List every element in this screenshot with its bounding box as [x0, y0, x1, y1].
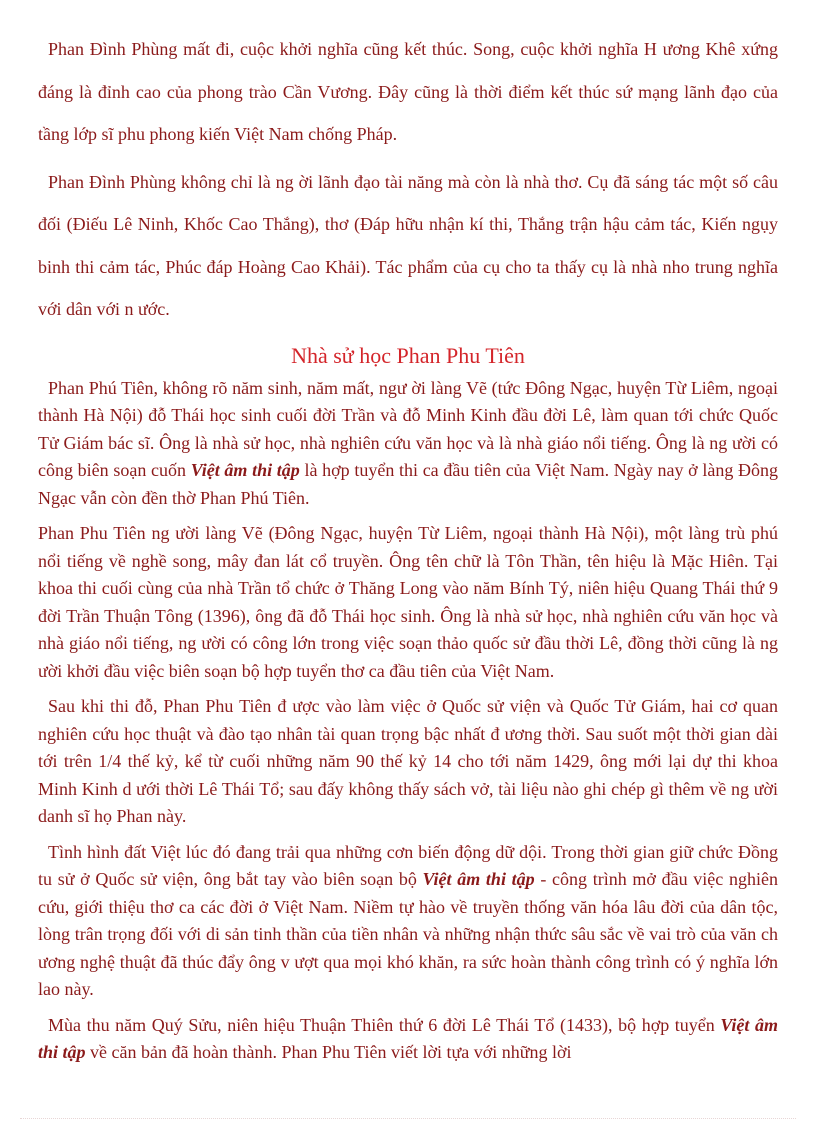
- paragraph-phan-dinh-phung-poet: Phan Đình Phùng không chỉ là ng ời lãnh đạo tài năng mà còn là nhà thơ. Cụ đã sáng tác một số câu đối (Điếu Lê Ninh, Khốc Cao Thắng), thơ (Đáp hữu nhận kí thi, Thắng trận hậu cảm tác, Kiến ngụy binh thi cảm tác, Phúc đáp Hoàng Cao Khải). Tác phẩm của cụ cho ta thấy cụ là nhà nho trung nghĩa với dân với n ước.: [38, 171, 778, 319]
- text-run: là hợp tuyển thi ca đầu tiên của Việt Nam. Ngày nay ở làng Đông Ngạc vẫn còn đền thờ Phan Phú Tiên.: [38, 460, 779, 508]
- paragraph-career: Sau khi thi đỗ, Phan Phu Tiên đ ược vào làm việc ở Quốc sử viện và Quốc Tử Giám, hai cơ quan nghiên cứu học thuật và đào tạo nhân tài quan trọng bậc nhất đ ương thời. Sau suốt một thời gian dài tới trên 1/4 thế kỷ, kể từ cuối những năm 90 thế kỷ 14 cho tới năm 1429, ông mới lại dự thi khoa Minh Kinh d ưới thời Lê Thái Tổ; sau đấy không thấy sách vở, tài liệu nào ghi chép gì thêm về ng ười danh sĩ họ Phan này.: [38, 696, 778, 826]
- text-run: Tình hình đất Việt lúc đó đang trải qua những cơn biến động dữ dội. Trong thời gian giữ chức Đồng tu sử ở Quốc sử viện, ông bắt tay vào biên soạn bộ: [38, 841, 778, 889]
- page-bottom-divider: [20, 1118, 796, 1119]
- paragraph-phan-dinh-phung-end: Phan Đình Phùng mất đi, cuộc khởi nghĩa cũng kết thúc. Song, cuộc khởi nghĩa H ương Khê xứng đáng là đỉnh cao của phong trào Cần Vương. Đây cũng là thời điểm kết thúc sứ mạng lãnh đạo của tầng lớp sĩ phu phong kiến Việt Nam chống Pháp.: [38, 39, 778, 144]
- paragraph-compilation: [38, 839, 778, 1004]
- book-title: Việt âm thi tập: [190, 460, 300, 480]
- paragraph-intro: [38, 375, 778, 513]
- book-title: Việt âm thi tập: [38, 1014, 778, 1062]
- paragraph-biography: Phan Phu Tiên ng ười làng Vẽ (Đông Ngạc, huyện Từ Liêm, ngoại thành Hà Nội), một làng trù phú nổi tiếng về nghề song, mây đan lát cổ truyền. Ông tên chữ là Tôn Thần, tên hiệu là Mặc Hiên. Tại khoa thi cuối cùng của nhà Trần tổ chức ở Thăng Long vào năm Bính Tý, niên hiệu Quang Thái thứ 9 đời Trần Thuận Tông (1396), ông đã đỗ Thái học sinh. Ông là nhà sử học, nhà nghiên cứu văn học và nhà giáo nổi tiếng, ng ười có công lớn trong việc soạn thảo quốc sử đầu thời Lê, đồng thời cũng là ng ười khởi đầu việc biên soạn bộ hợp tuyển thơ ca đầu tiên của Việt Nam.: [38, 523, 778, 681]
- text-run: về căn bản đã hoàn thành. Phan Phu Tiên viết lời tựa với những lời: [85, 1042, 572, 1062]
- text-run: Phan Phú Tiên, không rõ năm sinh, năm mất, ngư ời làng Vẽ (tức Đông Ngạc, huyện Từ Liêm, ngoại thành Hà Nội) đỗ Thái học sinh cuối đời Trần và đỗ Minh Kinh đầu đời Lê, làm quan tới chức Quốc Tử Giám bác sĩ. Ông là nhà sử học, nhà nghiên cứu văn học và là nhà giáo nổi tiếng. Ông là ng ười có công biên soạn cuốn: [38, 377, 778, 480]
- text-run: - công trình mở đầu việc nghiên cứu, giới thiệu thơ ca các đời ở Việt Nam. Niềm tự hào về truyền thống văn hóa lâu đời của dân tộc, lòng trân trọng đối với di sản tinh thần của tiền nhân và những nhận thức sâu sắc về vai trò của văn ch ương nghệ thuật đã thúc đẩy ông v ượt qua mọi khó khăn, ra sức hoàn thành công trình có ý nghĩa lớn lao này.: [38, 869, 778, 999]
- text-run: Mùa thu năm Quý Sửu, niên hiệu Thuận Thiên thứ 6 đời Lê Thái Tổ (1433), bộ hợp tuyển: [48, 1014, 721, 1035]
- section-title: Nhà sử học Phan Phu Tiên: [291, 342, 525, 368]
- paragraph-completion: [38, 1012, 778, 1067]
- book-title: Việt âm thi tập: [422, 869, 535, 889]
